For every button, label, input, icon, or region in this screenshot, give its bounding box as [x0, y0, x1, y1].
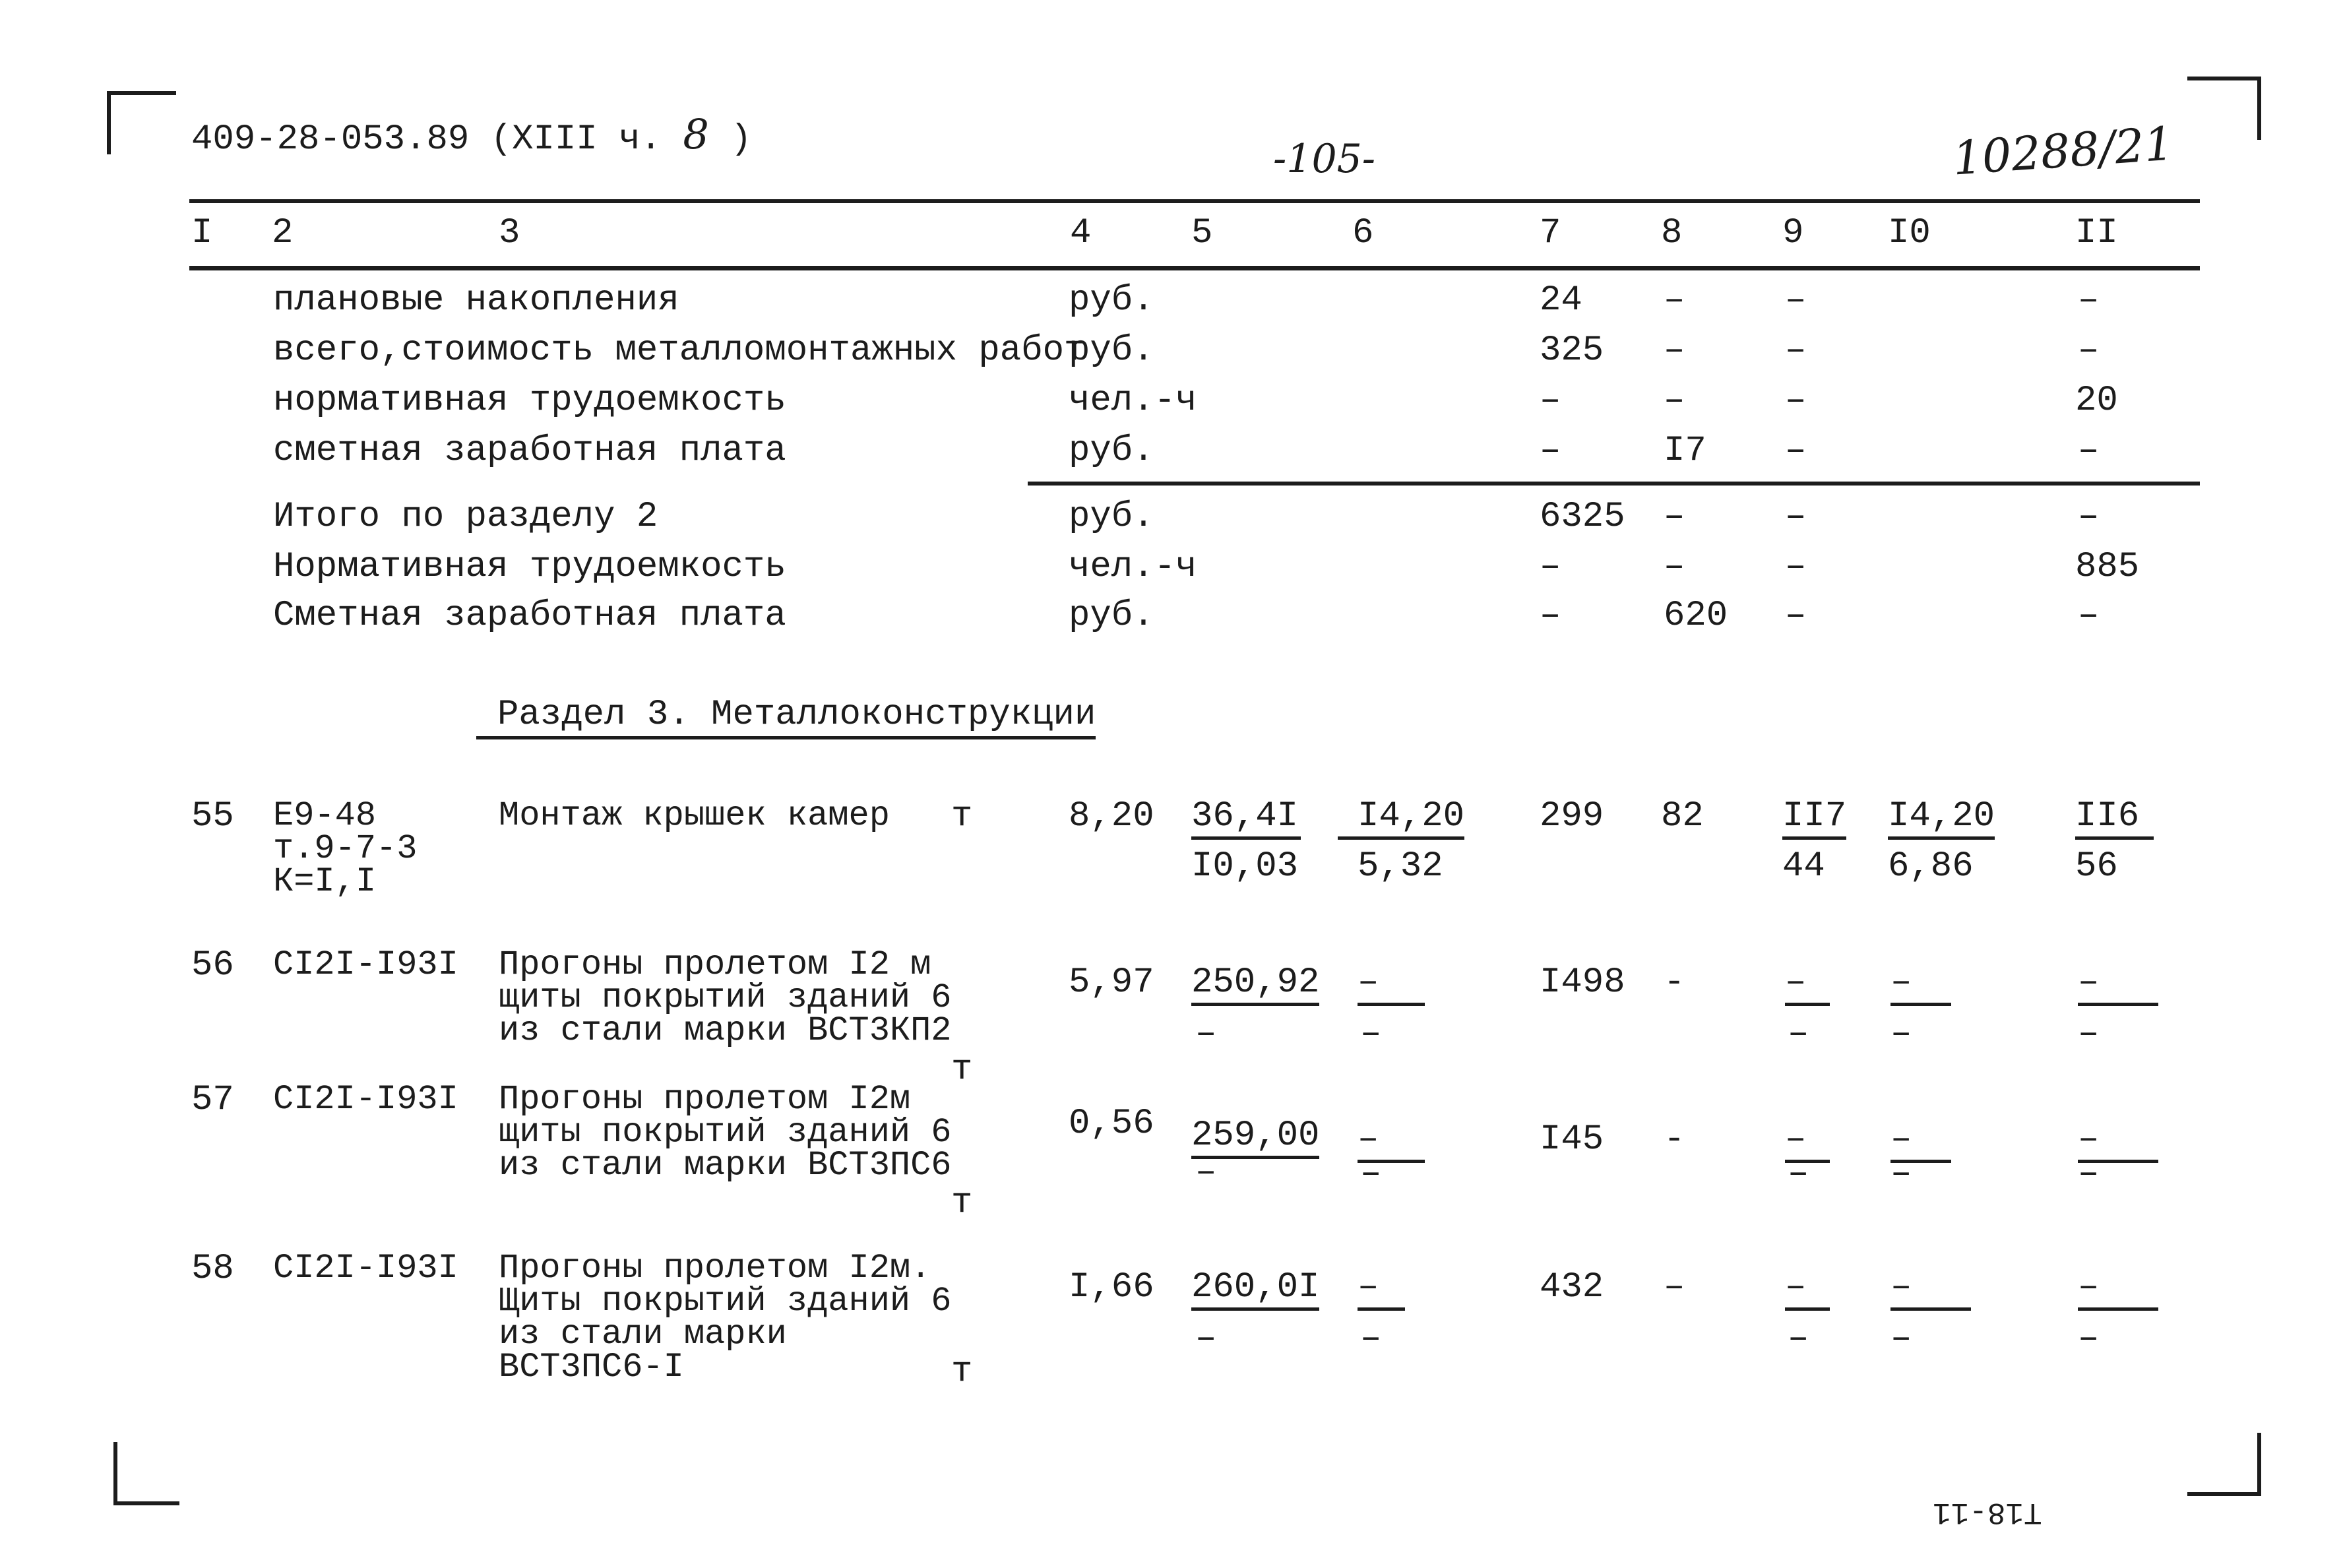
c6-bottom: – — [1360, 1319, 1382, 1359]
c5-bottom: – — [1195, 1014, 1217, 1054]
item-description — [499, 945, 952, 1050]
row-name: сметная заработная плата — [273, 431, 786, 471]
c9-top: II7 — [1782, 798, 1846, 840]
code-line: т.9-7-3 — [273, 829, 418, 868]
row-c8: I7 — [1664, 431, 1706, 471]
item-number: 56 — [191, 945, 234, 986]
row-c11: – — [2078, 330, 2100, 371]
c11-top: – — [2078, 1269, 2158, 1311]
c8: 82 — [1661, 796, 1704, 836]
c5-top: 259,00 — [1191, 1117, 1319, 1159]
col-header-8: 8 — [1661, 213, 1683, 253]
item-code — [273, 1249, 458, 1288]
desc-line: щиты покрытий зданий 6 — [499, 978, 952, 1017]
c7: I45 — [1540, 1119, 1604, 1160]
row-c8: – — [1664, 381, 1685, 421]
c9-top: – — [1785, 964, 1830, 1006]
column-header-bottom-rule — [189, 266, 2200, 270]
section-title — [476, 697, 1096, 739]
row-c8: – — [1664, 497, 1685, 537]
row-c9: – — [1785, 547, 1807, 587]
col-header-1: I — [191, 213, 213, 253]
crop-mark-bottom-left-v — [113, 1442, 117, 1505]
item-code — [273, 945, 458, 984]
doc-code-text: 409-28-053.89 (XIII ч. — [191, 119, 683, 160]
c10-bottom: 6,86 — [1888, 846, 1974, 887]
desc-line: Прогоны пролетом I2м — [499, 1080, 911, 1119]
row-c8: 620 — [1664, 596, 1728, 636]
c6-top: – — [1358, 1121, 1425, 1163]
item-unit: т — [951, 796, 973, 836]
archive-number: 10288/21 — [1951, 116, 2175, 186]
c5-bottom: – — [1195, 1319, 1217, 1359]
col-header-11: II — [2075, 213, 2118, 253]
c5-bottom: I0,03 — [1191, 846, 1299, 887]
item-qty: I,66 — [1069, 1267, 1154, 1307]
desc-line: из стали марки ВСТ3ПС6 — [499, 1146, 952, 1185]
desc-line: Прогоны пролетом I2м. — [499, 1249, 931, 1288]
item-qty: 0,56 — [1069, 1104, 1154, 1144]
page-number: -105- — [1273, 136, 1376, 182]
row-c7: – — [1540, 596, 1561, 636]
col-header-3: 3 — [499, 213, 520, 253]
item-code — [273, 796, 418, 901]
c10-top: – — [1890, 1269, 1971, 1311]
desc-line: ВСТ3ПС6-I — [499, 1348, 684, 1387]
c7: 299 — [1540, 796, 1604, 836]
c8: - — [1664, 1119, 1685, 1160]
item-number: 58 — [191, 1249, 234, 1289]
crop-mark-top-left-h — [107, 91, 176, 95]
code-line: К=I,I — [273, 862, 377, 901]
c10-bottom: – — [1890, 1014, 1912, 1054]
c8: – — [1664, 1267, 1685, 1307]
row-c7: 6325 — [1540, 497, 1625, 537]
row-c11: 20 — [2075, 381, 2118, 421]
part-number: 8 — [683, 110, 709, 158]
item-qty: 8,20 — [1069, 796, 1154, 836]
totals-separator-rule — [1028, 482, 2200, 486]
row-c11: 885 — [2075, 547, 2140, 587]
c6-bottom: – — [1360, 1154, 1382, 1194]
row-unit: руб. — [1069, 280, 1154, 321]
item-unit: т — [951, 1050, 973, 1090]
row-c9: – — [1785, 596, 1807, 636]
c10-top: – — [1890, 964, 1951, 1006]
row-name: Сметная заработная плата — [273, 596, 786, 636]
c6-top: – — [1358, 1269, 1405, 1311]
row-unit: чел.-ч — [1069, 381, 1197, 421]
row-c11: – — [2078, 280, 2100, 321]
row-c9: – — [1785, 330, 1807, 371]
row-c9: – — [1785, 431, 1807, 471]
item-description — [499, 796, 890, 835]
c9-top: – — [1785, 1121, 1830, 1163]
crop-mark-bottom-left-h — [113, 1501, 179, 1505]
item-description — [499, 1249, 952, 1387]
c9-bottom: 44 — [1782, 846, 1825, 887]
desc-line: Монтаж крышек камер — [499, 796, 890, 835]
row-c9: – — [1785, 497, 1807, 537]
col-header-7: 7 — [1540, 213, 1561, 253]
crop-mark-top-right-v — [2257, 77, 2261, 140]
c11-top: – — [2078, 1121, 2158, 1163]
crop-mark-top-left-v — [107, 91, 111, 154]
row-c7: – — [1540, 381, 1561, 421]
section-title-text: Раздел 3. Металлоконструкции — [497, 695, 1096, 735]
c6-bottom: – — [1360, 1014, 1382, 1054]
col-header-9: 9 — [1782, 213, 1804, 253]
c11-bottom: 56 — [2075, 846, 2118, 887]
row-c9: – — [1785, 280, 1807, 321]
row-c7: – — [1540, 547, 1561, 587]
row-c7: – — [1540, 431, 1561, 471]
item-code — [273, 1080, 458, 1119]
col-header-2: 2 — [272, 213, 294, 253]
c10-top: I4,20 — [1888, 798, 1995, 840]
row-c11: – — [2078, 497, 2100, 537]
c9-bottom: – — [1788, 1319, 1809, 1359]
c9-bottom: – — [1788, 1014, 1809, 1054]
code-line: СI2I-I93I — [273, 1249, 458, 1288]
row-c8: – — [1664, 547, 1685, 587]
desc-line: щиты покрытий зданий 6 — [499, 1113, 952, 1152]
c6-top: I4,20 — [1338, 798, 1464, 840]
col-header-6: 6 — [1352, 213, 1374, 253]
row-c7: 24 — [1540, 280, 1582, 321]
col-header-10: I0 — [1888, 213, 1931, 253]
desc-line: Прогоны пролетом I2 м — [499, 945, 931, 984]
crop-mark-bottom-right-h — [2187, 1492, 2261, 1496]
c5-bottom: – — [1195, 1152, 1217, 1193]
code-line: Е9-48 — [273, 796, 377, 835]
row-c8: – — [1664, 330, 1685, 371]
row-c8: – — [1664, 280, 1685, 321]
row-name: всего,стоимость металломонтажных работ — [273, 330, 1086, 371]
c9-bottom: – — [1788, 1154, 1809, 1194]
desc-line: Щиты покрытий зданий 6 — [499, 1282, 952, 1321]
row-c11: – — [2078, 431, 2100, 471]
row-unit: руб. — [1069, 431, 1154, 471]
c7: 432 — [1540, 1267, 1604, 1307]
c8: - — [1664, 962, 1685, 1003]
c11-bottom: – — [2078, 1319, 2100, 1359]
c6-top: – — [1358, 964, 1425, 1006]
col-header-5: 5 — [1191, 213, 1213, 253]
c5-top: 36,4I — [1191, 798, 1301, 840]
c10-bottom: – — [1890, 1319, 1912, 1359]
row-name: нормативная трудоемкость — [273, 381, 786, 421]
row-name: плановые накопления — [273, 280, 679, 321]
c11-bottom: – — [2078, 1154, 2100, 1194]
code-line: СI2I-I93I — [273, 945, 458, 984]
c5-top: 250,92 — [1191, 964, 1319, 1006]
code-line: СI2I-I93I — [273, 1080, 458, 1119]
c9-top: – — [1785, 1269, 1830, 1311]
row-unit: руб. — [1069, 330, 1154, 371]
desc-line: из стали марки — [499, 1315, 787, 1354]
row-name: Нормативная трудоемкость — [273, 547, 786, 587]
desc-line: из стали марки ВСТ3КП2 — [499, 1011, 952, 1050]
c11-top: II6 — [2075, 798, 2154, 840]
c6-bottom: 5,32 — [1358, 846, 1443, 887]
row-c11: – — [2078, 596, 2100, 636]
item-description — [499, 1080, 952, 1185]
item-qty: 5,97 — [1069, 962, 1154, 1003]
item-unit: т — [951, 1352, 973, 1392]
c10-bottom: – — [1890, 1154, 1912, 1194]
row-unit: руб. — [1069, 596, 1154, 636]
footer-code: T18-11 — [1933, 1495, 2042, 1529]
row-c9: – — [1785, 381, 1807, 421]
row-unit: чел.-ч — [1069, 547, 1197, 587]
c10-top: – — [1890, 1121, 1951, 1163]
row-unit: руб. — [1069, 497, 1154, 537]
item-unit: т — [951, 1183, 973, 1223]
doc-code-close: ) — [730, 119, 752, 160]
table-top-rule — [189, 199, 2200, 203]
crop-mark-bottom-right-v — [2257, 1433, 2261, 1496]
document-code — [191, 110, 752, 160]
c7: I498 — [1540, 962, 1625, 1003]
c5-top: 260,0I — [1191, 1269, 1319, 1311]
col-header-4: 4 — [1070, 213, 1092, 253]
row-c7: 325 — [1540, 330, 1604, 371]
crop-mark-top-right-h — [2187, 77, 2261, 80]
c11-top: – — [2078, 964, 2158, 1006]
item-number: 57 — [191, 1080, 234, 1120]
item-number: 55 — [191, 796, 234, 836]
row-name: Итого по разделу 2 — [273, 497, 658, 537]
c11-bottom: – — [2078, 1014, 2100, 1054]
